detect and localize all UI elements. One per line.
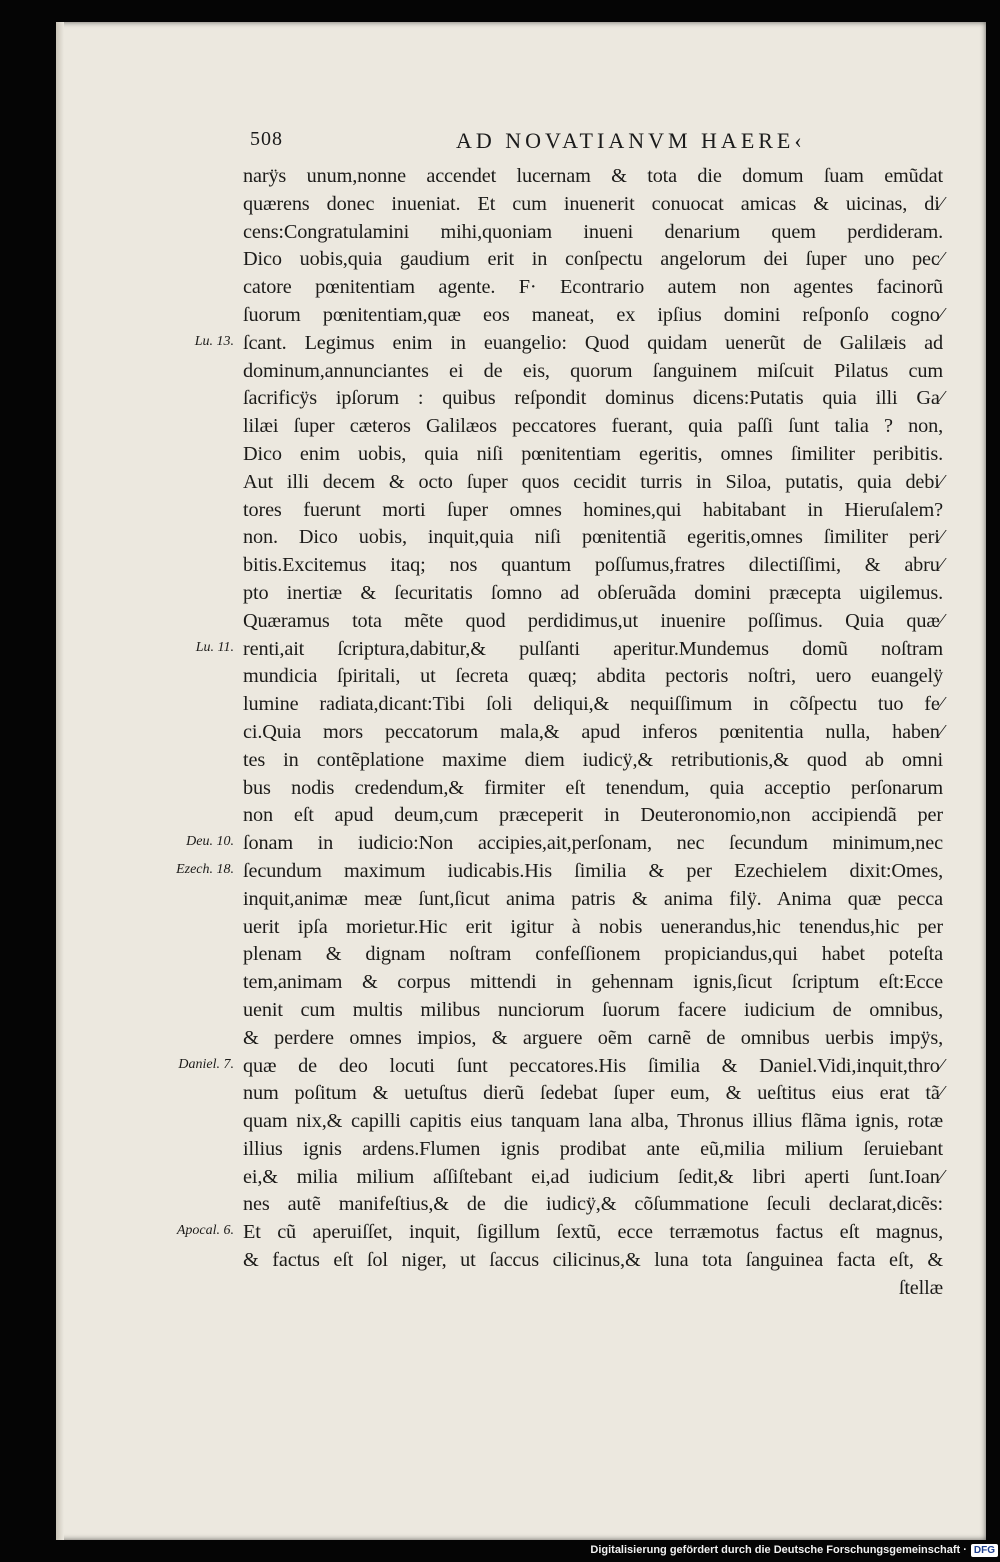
text-line: plenam & dignam noſtram confeſſionem propiciandus,qui habet poteſta	[243, 943, 943, 966]
text-line: non eſt apud deum,cum præceperit in Deuteronomio,non accipiendã per	[243, 804, 943, 827]
text-line: tes in contẽplatione maxime diem iudicÿ,& retributionis,& quod ab omni	[243, 748, 943, 771]
page-number: 508	[250, 128, 283, 150]
text-line: dominum,annunciantes ei de eis, quorum ſanguinem miſcuit Pilatus cum	[243, 359, 943, 382]
text-line: pto inertiæ & ſecuritatis ſomno ad obſeruãda domini præcepta uigilemus.	[243, 581, 943, 604]
margin-note: Apocal. 6.	[176, 1223, 234, 1239]
text-line: lilæi ſuper cæteros Galilæos peccatores fuerant, quia paſſi ſunt talia ? non,	[243, 415, 943, 438]
text-line: nes autẽ manifeſtius,& de die iudicÿ,& cõſummatione ſeculi declarat,dicẽs:	[243, 1193, 943, 1216]
text-line: tem,animam & corpus mittendi in gehennam ignis,ſicut ſcriptum eſt:Ecce	[243, 971, 943, 994]
text-line: non. Dico uobis, inquit,quia niſi pœnitentiã egeritis,omnes ſimiliter peri⁄	[243, 526, 943, 549]
text-line: num poſitum & uetuſtus dierũ ſedebat ſuper eum, & ueſtitus eius erat tã⁄	[243, 1082, 943, 1105]
text-line: ſecundum maximum iudicabis.His ſimilia & per Ezechielem dixit:Omes,	[243, 859, 943, 882]
text-line: Aut illi decem & octo ſuper quos cecidit turris in Siloa, putatis, quia debi⁄	[243, 470, 943, 493]
page-header	[250, 128, 990, 156]
margin-note: Ezech. 18.	[176, 862, 234, 877]
text-line: cens:Congratulamini mihi,quoniam inueni denarium quem perdideram.	[243, 220, 943, 243]
margin-note: Lu. 11.	[195, 639, 234, 655]
text-line: quærens donec inueniat. Et cum inuenerit conuocat amicas & uicinas, di⁄	[243, 192, 943, 215]
text-line: ſonam in iudicio:Non accipies,ait,perſonam, nec ſecundum minimum,nec	[243, 832, 943, 855]
text-line: inquit,animæ meæ ſunt,ſicut anima patris & anima filÿ. Anima quæ pecca	[243, 887, 943, 910]
text-line: ci.Quia mors peccatorum mala,& apud inferos pœnitentia nulla, haben⁄	[243, 720, 943, 743]
text-line: ſuorum pœnitentiam,quæ eos maneat, ex ipſius domini reſponſo cogno⁄	[243, 303, 943, 326]
text-line: uenit cum multis milibus nunciorum ſuorum facere iudicium de omnibus,	[243, 998, 943, 1021]
margin-note: Daniel. 7.	[178, 1056, 234, 1072]
text-line: tores fuerunt morti ſuper omnes homines,qui habitabant in Hieruſalem?	[243, 498, 943, 521]
text-line: illius ignis ardens.Flumen ignis prodibat ante eũ,milia milium ſeruiebant	[243, 1137, 943, 1160]
text-line: ei,& milia milium aſſiſtebant ei,ad iudicium ſedit,& libri aperti ſunt.Ioan⁄	[243, 1165, 943, 1188]
text-line: ſtellæ	[898, 1276, 943, 1299]
text-line: uerit ipſa morietur.Hic erit igitur à nobis uenerandus,hic tenendus,hic per	[243, 915, 943, 938]
text-line: quæ de deo locuti ſunt peccatores.His ſimilia & Daniel.Vidi,inquit,thro⁄	[243, 1054, 943, 1077]
text-line: mundicia ſpiritali, ut ſecreta quæq; abdita pectoris noſtri, uero euangelÿ	[243, 665, 943, 688]
text-line: ſacrificÿs ipſorum : quibus reſpondit dominus dicens:Putatis quia illi Ga⁄	[243, 387, 943, 410]
text-line: Et cũ aperuiſſet, inquit, ſigillum ſextũ, ecce terræmotus factus eſt magnus,	[243, 1221, 943, 1244]
text-line: ſcant. Legimus enim in euangelio: Quod quidam uenerũt de Galilæis ad	[243, 331, 943, 354]
text-line: catore pœnitentiam agente. F· Econtrario autem non agentes facinorũ	[243, 276, 943, 299]
text-line: Dico enim uobis, quia niſi pœnitentiam egeritis, omnes ſimiliter peribitis.	[243, 442, 943, 465]
text-line: lumine radiata,dicant:Tibi ſoli deliqui,& nequiſſimum in cõſpectu tuo fe⁄	[243, 693, 943, 716]
text-line: Dico uobis,quia gaudium erit in conſpectu angelorum dei ſuper uno pec⁄	[243, 248, 943, 271]
text-line: quam nix,& capilli capitis eius tanquam lana alba, Thronus illius flãma ignis, rotæ	[243, 1110, 943, 1133]
digitization-credit	[590, 1540, 998, 1560]
body-text	[243, 163, 943, 1303]
running-title: AD NOVATIANVM HAERE‹	[456, 128, 806, 153]
margin-note: Lu. 13.	[194, 333, 234, 349]
credit-text: Digitalisierung gefördert durch die Deutsche Forschungsgemeinschaft ·	[590, 1544, 967, 1556]
text-line: & perdere omnes impios, & arguere oẽm carnẽ de omnibus uerbis impÿs,	[243, 1026, 943, 1049]
margin-note: Deu. 10.	[186, 834, 234, 850]
text-line: renti,ait ſcriptura,dabitur,& pulſanti aperitur.Mundemus domũ noſtram	[243, 637, 943, 660]
text-line: Quæramus tota mẽte quod perdidimus,ut inuenire poſſimus. Quia quæ⁄	[243, 609, 943, 632]
text-line: bitis.Excitemus itaq; nos quantum poſſumus,fratres dilectiſſimi, & abru⁄	[243, 554, 943, 577]
text-line: bus nodis credendum,& firmiter eſt tenendum, quia acceptio perſonarum	[243, 776, 943, 799]
text-line: & factus eſt ſol niger, ut ſaccus cilicinus,& luna tota ſanguinea facta eſt, &	[243, 1249, 943, 1272]
dfg-logo: DFG	[971, 1544, 998, 1557]
text-line: narÿs unum,nonne accendet lucernam & tota die domum ſuam emũdat	[243, 165, 943, 187]
page-gutter-shadow	[56, 22, 64, 1540]
